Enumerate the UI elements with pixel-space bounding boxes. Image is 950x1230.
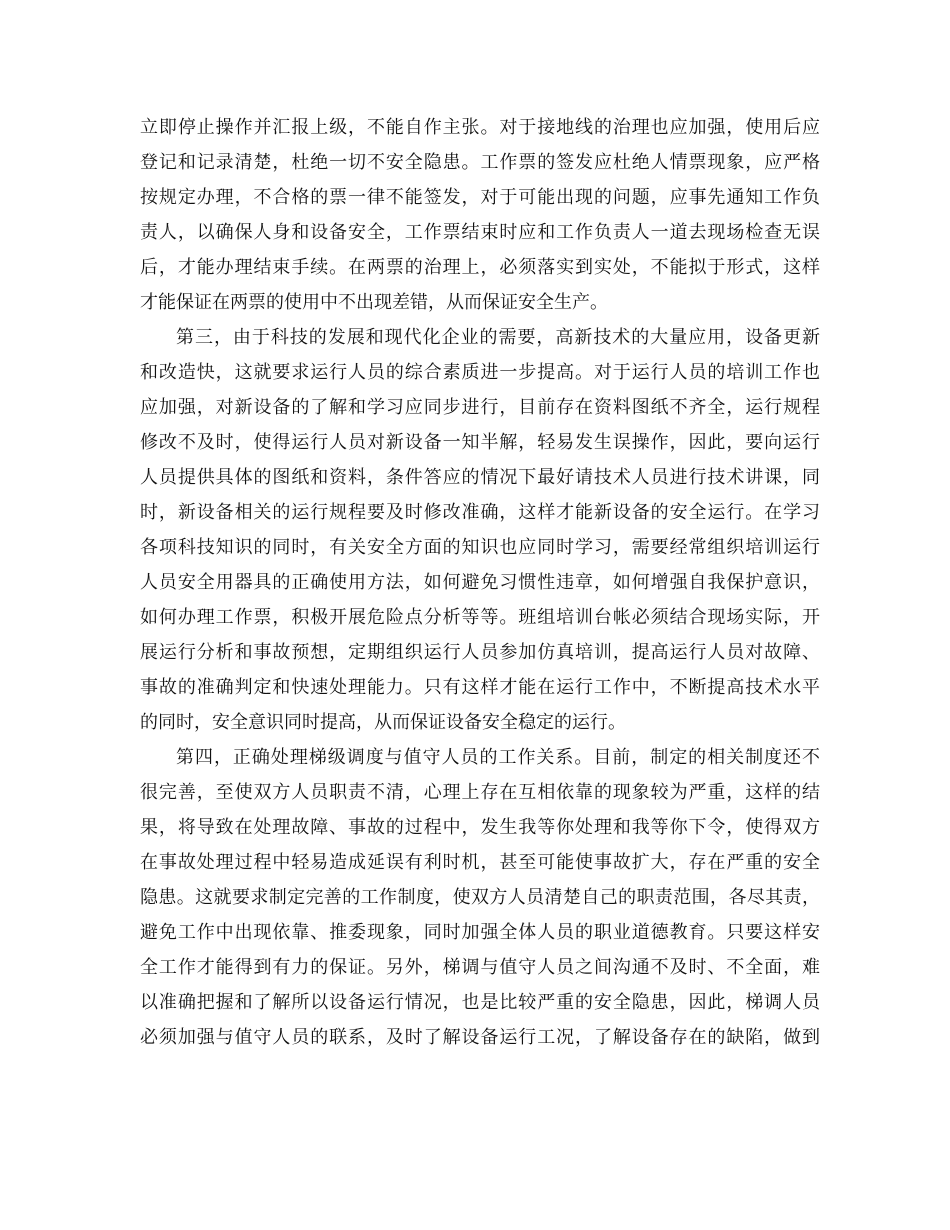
text-line: 时，新设备相关的运行规程要及时修改准确，这样才能新设备的安全运行。在学习 <box>140 502 820 523</box>
text-line: 各项科技知识的同时，有关安全方面的知识也应同时学习，需要经常组织培训运行 <box>140 537 820 558</box>
text-line: 立即停止操作并汇报上级，不能自作主张。对于接地线的治理也应加强，使用后应 <box>140 117 820 138</box>
text-line: 全工作才能得到有力的保证。另外，梯调与值守人员之间沟通不及时、不全面，难 <box>140 957 820 978</box>
paragraph-3 <box>140 740 820 1055</box>
text-line: 很完善，至使双方人员职责不清，心理上存在互相依靠的现象较为严重，这样的结 <box>140 782 820 803</box>
text-line: 第四，正确处理梯级调度与值守人员的工作关系。目前，制定的相关制度还不 <box>176 747 820 768</box>
text-line: 第三，由于科技的发展和现代化企业的需要，高新技术的大量应用，设备更新 <box>176 327 820 348</box>
text-line: 必须加强与值守人员的联系，及时了解设备运行工况，了解设备存在的缺陷，做到 <box>140 1027 820 1048</box>
text-line: 后，才能办理结束手续。在两票的治理上，必须落实到实处，不能拟于形式，这样 <box>140 257 820 278</box>
text-line: 展运行分析和事故预想，定期组织运行人员参加仿真培训，提高运行人员对故障、 <box>140 642 820 663</box>
text-line: 人员提供具体的图纸和资料，条件答应的情况下最好请技术人员进行技术讲课，同 <box>140 467 820 488</box>
paragraph-2 <box>140 320 820 740</box>
text-line: 修改不及时，使得运行人员对新设备一知半解，轻易发生误操作，因此，要向运行 <box>140 432 820 453</box>
document-body <box>140 110 820 1055</box>
text-line: 事故的准确判定和快速处理能力。只有这样才能在运行工作中，不断提高技术水平 <box>140 677 820 698</box>
text-line: 责人，以确保人身和设备安全，工作票结束时应和工作负责人一道去现场检查无误 <box>140 222 820 243</box>
text-line: 果，将导致在处理故障、事故的过程中，发生我等你处理和我等你下令，使得双方 <box>140 817 820 838</box>
paragraph-1 <box>140 110 820 320</box>
text-line: 和改造快，这就要求运行人员的综合素质进一步提高。对于运行人员的培训工作也 <box>140 362 820 383</box>
text-line: 避免工作中出现依靠、推委现象，同时加强全体人员的职业道德教育。只要这样安 <box>140 922 820 943</box>
text-line: 登记和记录清楚，杜绝一切不安全隐患。工作票的签发应杜绝人情票现象，应严格 <box>140 152 820 173</box>
text-line: 应加强，对新设备的了解和学习应同步进行，目前存在资料图纸不齐全，运行规程 <box>140 397 820 418</box>
text-line: 的同时，安全意识同时提高，从而保证设备安全稳定的运行。 <box>140 712 626 733</box>
text-line: 隐患。这就要求制定完善的工作制度，使双方人员清楚自己的职责范围，各尽其责， <box>140 887 820 908</box>
text-line: 才能保证在两票的使用中不出现差错，从而保证安全生产。 <box>140 292 608 313</box>
text-line: 在事故处理过程中轻易造成延误有利时机，甚至可能使事故扩大，存在严重的安全 <box>140 852 820 873</box>
text-line: 按规定办理，不合格的票一律不能签发，对于可能出现的问题，应事先通知工作负 <box>140 187 820 208</box>
text-line: 如何办理工作票，积极开展危险点分析等等。班组培训台帐必须结合现场实际，开 <box>140 607 820 628</box>
text-line: 以准确把握和了解所以设备运行情况，也是比较严重的安全隐患，因此，梯调人员 <box>140 992 820 1013</box>
text-line: 人员安全用器具的正确使用方法，如何避免习惯性违章，如何增强自我保护意识， <box>140 572 820 593</box>
